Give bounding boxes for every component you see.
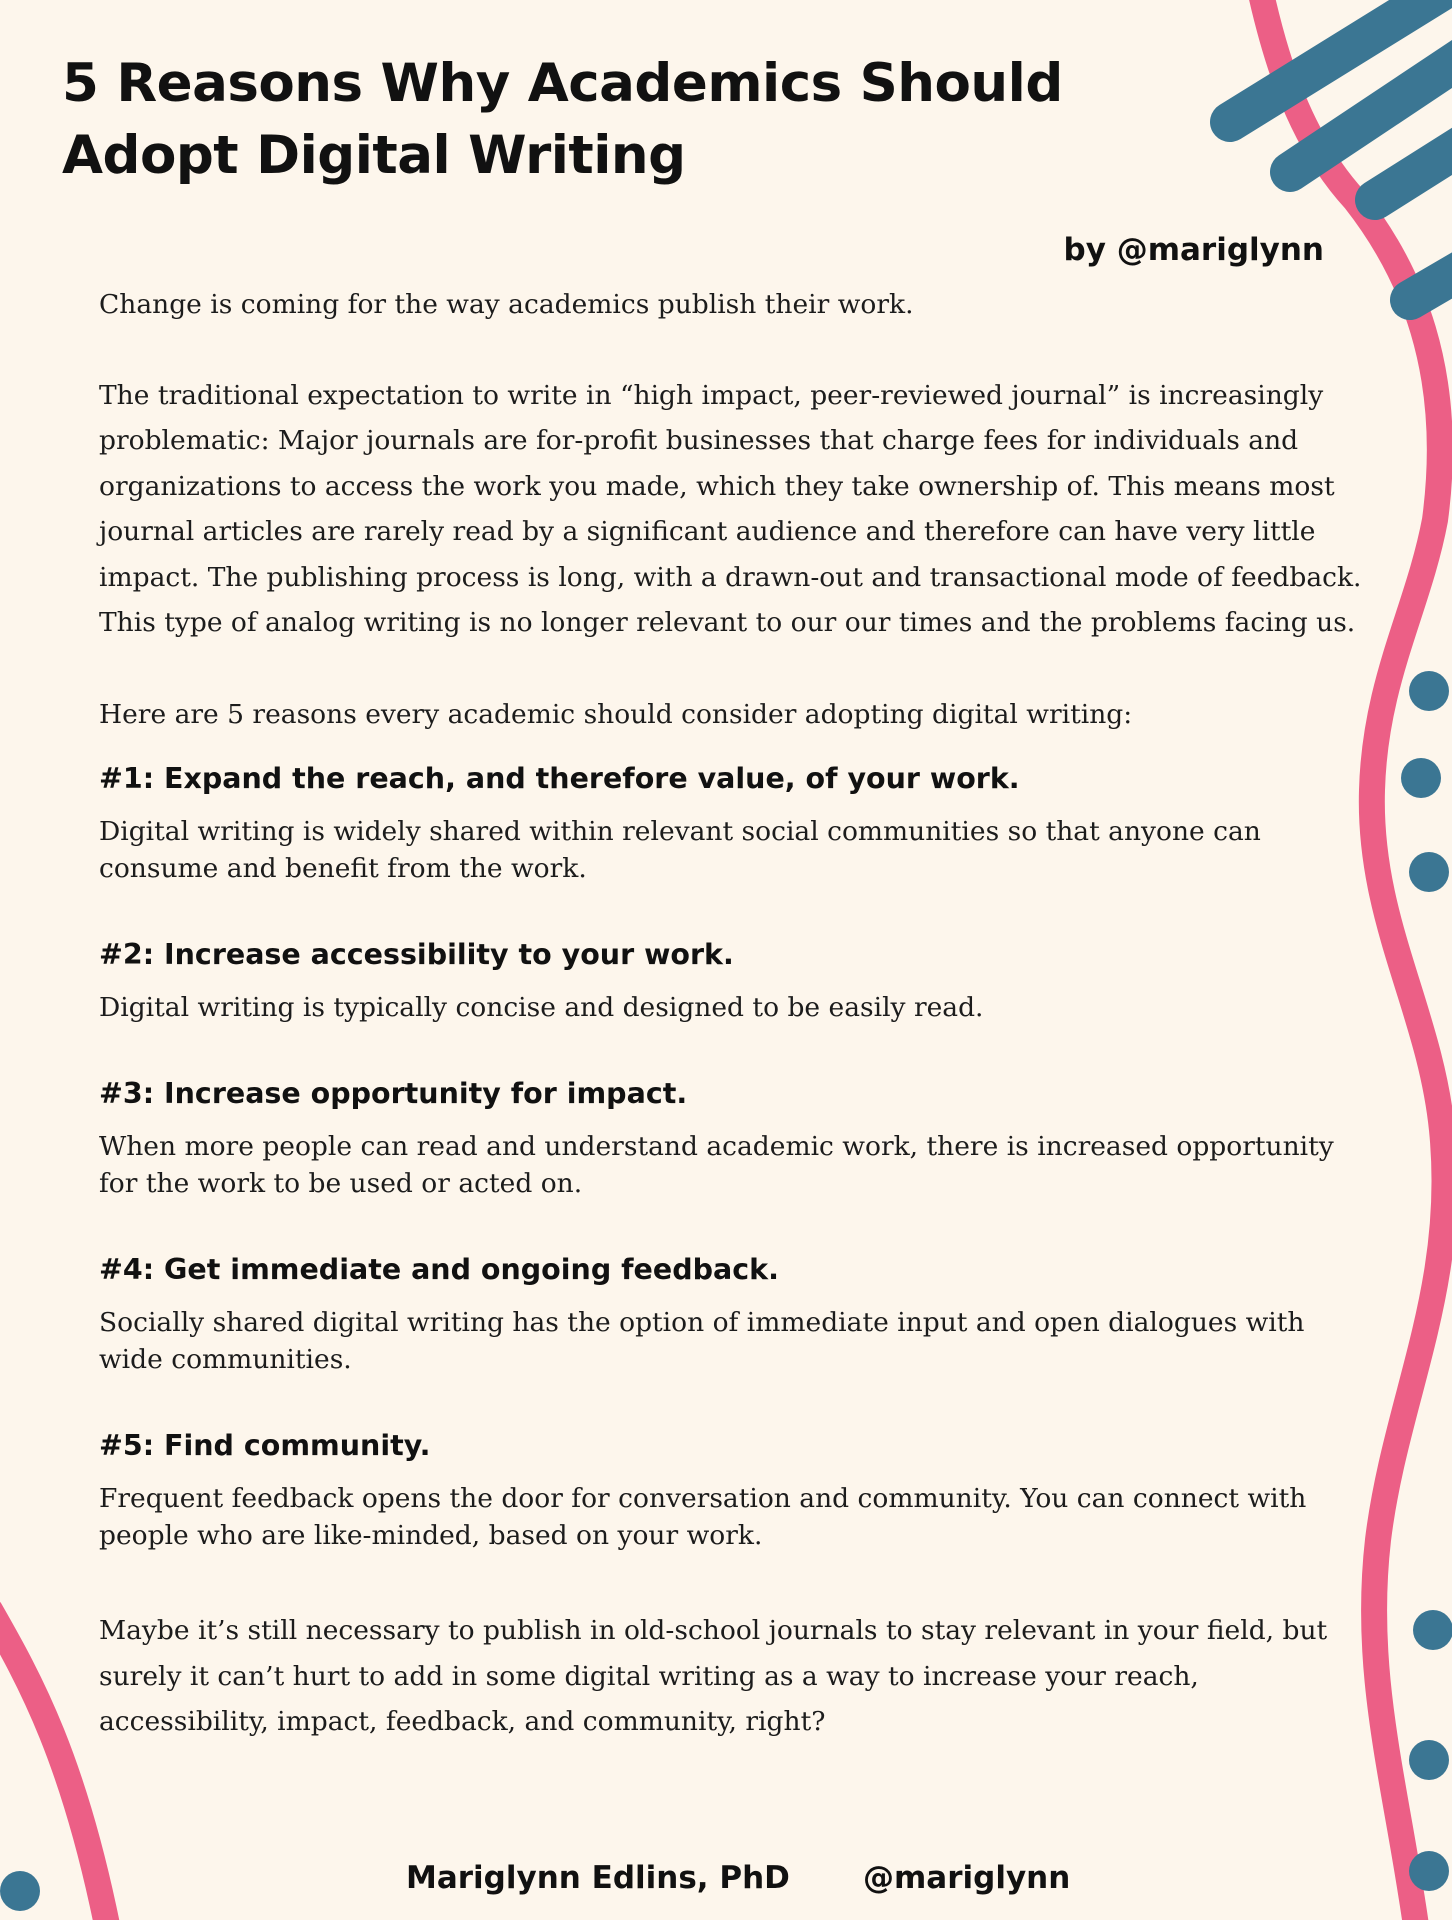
reason-section xyxy=(99,1248,1369,1378)
teal-dot xyxy=(1409,1740,1449,1780)
page-title: 5 Reasons Why Academics Should Adopt Digital Writing xyxy=(62,53,1063,186)
closing-paragraph: Maybe it’s still necessary to publish in old-school journals to stay relevant in your field, but surely it can’t hurt to add in some digital writing as a way to increase your reach, accessibility, impact, feedback, and community, right? xyxy=(99,1615,1328,1737)
reason-heading: #1: Expand the reach, and therefore value, of your work. xyxy=(99,762,1020,795)
reason-body: Frequent feedback opens the door for conversation and community. You can connect with people who are like-minded, based on your work. xyxy=(99,1483,1307,1551)
reason-heading: #5: Find community. xyxy=(99,1429,431,1462)
reason-body: Socially shared digital writing has the option of immediate input and open dialogues with wide communities. xyxy=(99,1307,1305,1375)
reason-heading: #3: Increase opportunity for impact. xyxy=(99,1077,688,1110)
footer-author-name: Mariglynn Edlins, PhD xyxy=(406,1860,790,1896)
reason-body: Digital writing is typically concise and designed to be easily read. xyxy=(99,992,984,1023)
reason-heading: #2: Increase accessibility to your work. xyxy=(99,938,734,971)
reason-section xyxy=(99,757,1369,887)
teal-dot xyxy=(1409,671,1449,711)
reason-section xyxy=(99,1072,1369,1202)
reason-section xyxy=(99,933,1369,1026)
teal-brush-stroke xyxy=(1375,140,1452,200)
teal-dot xyxy=(1409,852,1449,892)
teal-dot xyxy=(1413,1610,1452,1650)
teal-dot xyxy=(1409,1851,1449,1891)
reasons-intro: Here are 5 reasons every academic should consider adopting digital writing: xyxy=(99,698,1133,730)
author-byline: by @mariglynn xyxy=(1063,232,1324,268)
intro-paragraph: The traditional expectation to write in “high impact, peer-reviewed journal” is increasingly problematic: Major journals are for-profit businesses that charge fees for individuals and organizations to access the work you made, which they take ownership of. This means most journal articles are rarely read by a significant audience and therefore can have very little impact. The publishing process is long, with a drawn-out and transactional mode of feedback. This type of analog writing is no longer relevant to our our times and the problems facing us. xyxy=(99,379,1362,638)
teal-brush-stroke xyxy=(1410,265,1452,300)
intro-paragraph: Change is coming for the way academics publish their work. xyxy=(99,289,914,320)
reason-body: When more people can read and understand academic work, there is increased opportunity for the work to be used or acted on. xyxy=(99,1131,1334,1199)
teal-dot xyxy=(1401,758,1441,798)
article-body xyxy=(99,282,1369,1745)
reason-section xyxy=(99,1424,1369,1554)
reason-body: Digital writing is widely shared within relevant social communities so that anyone can consume and benefit from the work. xyxy=(99,816,1261,884)
teal-dot xyxy=(0,1871,40,1911)
footer-social-handle: @mariglynn xyxy=(863,1860,1071,1896)
reason-heading: #4: Get immediate and ongoing feedback. xyxy=(99,1253,779,1286)
